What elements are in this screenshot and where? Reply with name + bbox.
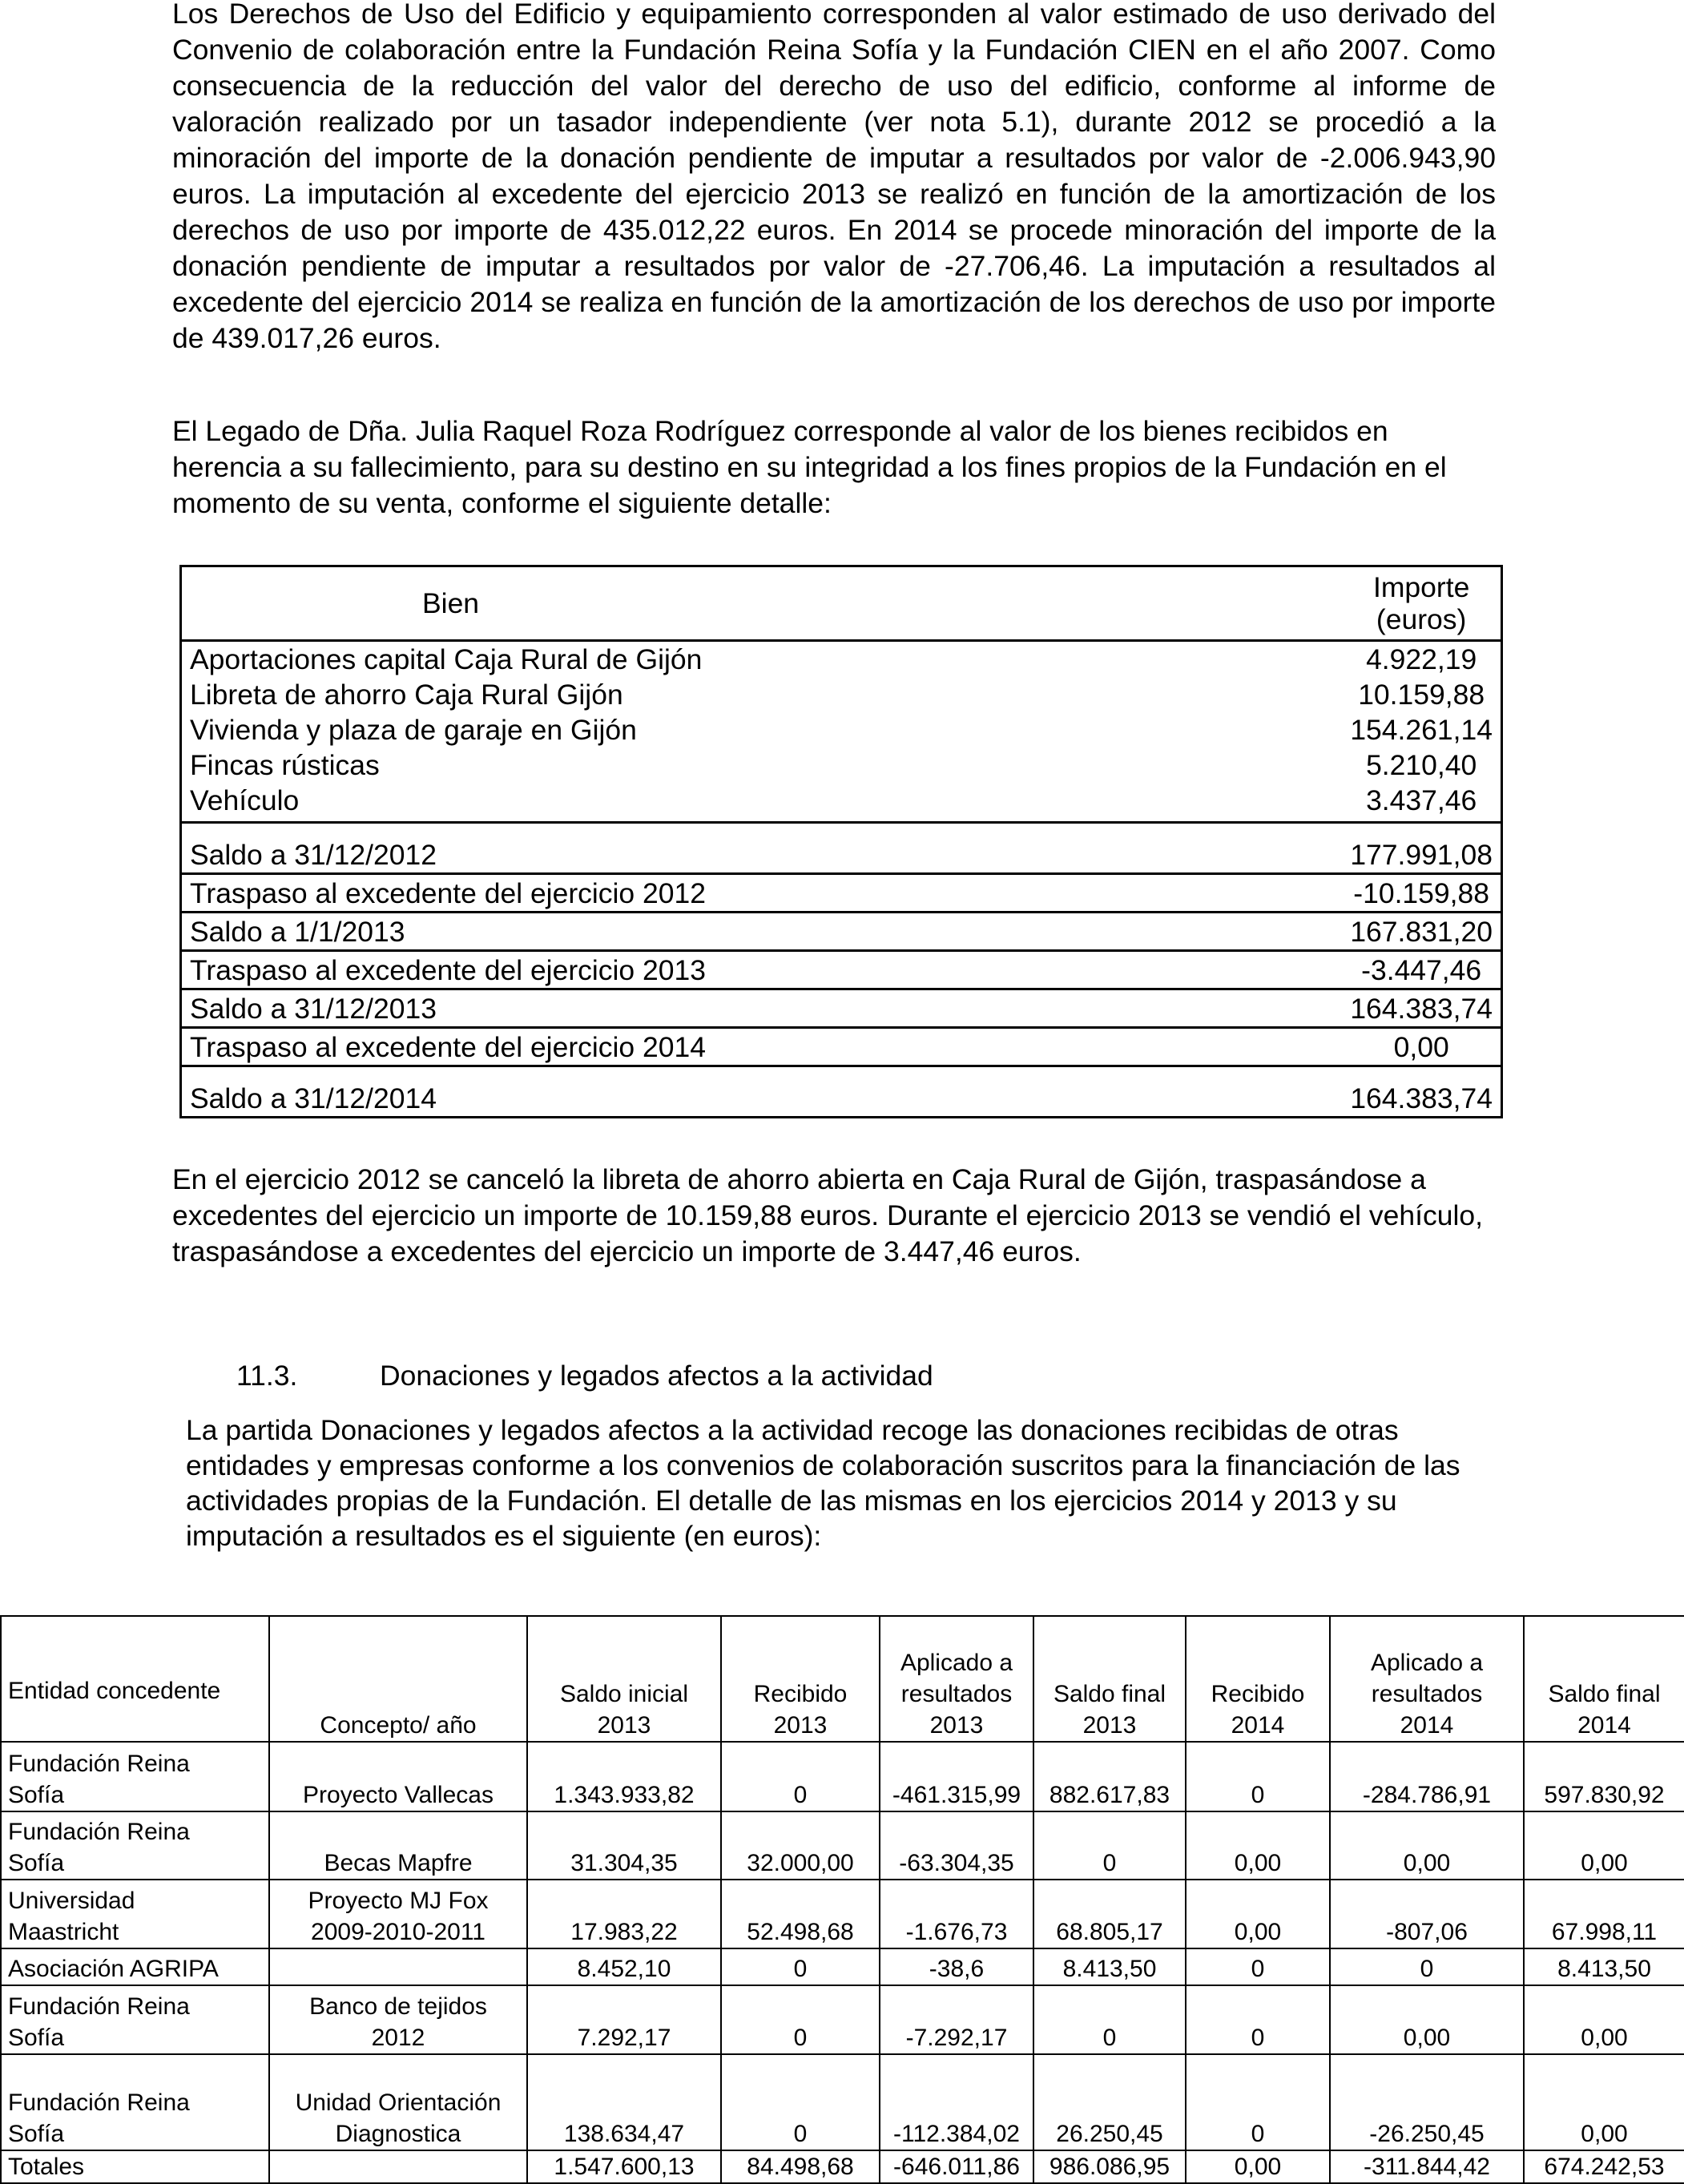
- total-entidad: Totales: [1, 2150, 269, 2183]
- cell-saldo-final-2014: [1524, 1985, 1684, 2054]
- total-recibido-2014: 0,00: [1186, 2150, 1330, 2183]
- paragraph-donaciones: La partida Donaciones y legados afectos a la actividad recoge las donaciones recibidas de otras entidades y empresas conforme a los convenios de colaboración suscritos para la financiación de las actividades propias de la Fundación. El detalle de las mismas en los ejercicios 2014 y 2013 y su imputación a resultados es el siguiente (en euros):: [186, 1414, 1460, 1552]
- legado-movements: [181, 823, 1502, 1118]
- header-line: 2013: [929, 1712, 984, 1739]
- header-line: Concepto/ año: [320, 1712, 477, 1739]
- cell-recibido-2014: [1186, 2054, 1330, 2150]
- cell-line: Sofía: [8, 2025, 65, 2051]
- legado-item-row: [181, 677, 1502, 712]
- cell-saldo-final-2014: [1524, 1880, 1684, 1948]
- cell-recibido-2014: [1186, 1811, 1330, 1880]
- cell-saldo-inicial-2013: [527, 1742, 721, 1811]
- header-line: Recibido: [1211, 1681, 1305, 1707]
- cell-line: -38,6: [929, 1956, 985, 1982]
- legado-importe: 177.991,08: [1342, 823, 1501, 874]
- cell-entidad: [1, 1811, 269, 1880]
- legado-item-row: [181, 747, 1502, 783]
- cell-line: Proyecto MJ Fox: [308, 1888, 489, 1914]
- cell-entidad: [1, 1880, 269, 1948]
- cell-line: 2012: [371, 2025, 425, 2051]
- legado-bien: Libreta de ahorro Caja Rural Gijón: [190, 679, 623, 711]
- legado-importe: 154.261,14: [1350, 714, 1493, 746]
- cell-saldo-inicial-2013: [527, 2054, 721, 2150]
- donaciones-row: [1, 1880, 1684, 1948]
- cell-saldo-final-2014: [1524, 1948, 1684, 1985]
- legado-header-row: [181, 566, 1502, 641]
- cell-saldo-final-2013: [1033, 2054, 1186, 2150]
- cell-line: Sofía: [8, 2121, 65, 2147]
- cell-recibido-2013: [721, 1948, 880, 1985]
- cell-line: 0,00: [1581, 2121, 1628, 2147]
- cell-line: 0,00: [1234, 1850, 1282, 1876]
- cell-entidad: [1, 1742, 269, 1811]
- cell-line: -1.676,73: [905, 1919, 1008, 1945]
- header-recibido-2013: [721, 1616, 880, 1742]
- cell-aplicado-2013: [880, 2054, 1033, 2150]
- legado-importe: -10.159,88: [1342, 874, 1501, 913]
- legado-movement-row: [181, 1066, 1502, 1118]
- legado-importe: 167.831,20: [1342, 913, 1501, 951]
- legado-movement-row: [181, 823, 1502, 874]
- header-line: Aplicado a: [1370, 1650, 1484, 1676]
- legado-movement-row: [181, 913, 1502, 951]
- header-saldo-final-2013: [1033, 1616, 1186, 1742]
- header-line: Recibido: [753, 1681, 848, 1707]
- cell-line: 32.000,00: [747, 1850, 854, 1876]
- paragraph-legado: El Legado de Dña. Julia Raquel Roza Rodríguez corresponde al valor de los bienes recibidos en herencia a su fallecimiento, para su destino en su integridad a los fines propios de la Fundación en el momento de su venta, conforme el siguiente detalle:: [172, 415, 1447, 519]
- header-entidad: [1, 1616, 269, 1742]
- cell-line: Fundación Reina: [8, 1819, 190, 1845]
- cell-aplicado-2014: [1330, 1742, 1524, 1811]
- donaciones-totals-row: [1, 2150, 1684, 2183]
- cell-line: 0: [1102, 1850, 1117, 1876]
- cell-aplicado-2014: [1330, 1948, 1524, 1985]
- donaciones-header-row: [1, 1616, 1684, 1742]
- paragraph-cancelacion: En el ejercicio 2012 se canceló la libreta de ahorro abierta en Caja Rural de Gijón, traspasándose a excedentes del ejercicio un importe de 10.159,88 euros. Durante el ejercicio 2013 se vendió el vehículo, traspasándose a excedentes del ejercicio un importe de 3.447,46 euros.: [172, 1163, 1483, 1267]
- total-aplicado-2014: -311.844,42: [1330, 2150, 1524, 2183]
- legado-bien: Saldo a 31/12/2012: [181, 823, 1343, 874]
- cell-line: Sofía: [8, 1782, 65, 1808]
- cell-line: 138.634,47: [563, 2121, 685, 2147]
- cell-line: 597.830,92: [1544, 1782, 1665, 1808]
- cell-aplicado-2013: [880, 1742, 1033, 1811]
- cell-line: -807,06: [1386, 1919, 1468, 1945]
- cell-line: Diagnostica: [335, 2121, 461, 2147]
- donaciones-row: [1, 1742, 1684, 1811]
- legado-importe: 3.437,46: [1366, 784, 1477, 816]
- cell-line: 8.413,50: [1557, 1956, 1651, 1982]
- cell-aplicado-2013: [880, 1985, 1033, 2054]
- cell-line: Fundación Reina: [8, 1993, 190, 2020]
- total-concepto: [269, 2150, 527, 2183]
- legado-bien: Aportaciones capital Caja Rural de Gijón: [190, 643, 703, 675]
- cell-line: 26.250,45: [1056, 2121, 1163, 2147]
- legado-bien: Traspaso al excedente del ejercicio 2012: [181, 874, 1343, 913]
- cell-recibido-2014: [1186, 1742, 1330, 1811]
- cell-line: 8.452,10: [577, 1956, 671, 1982]
- header-concepto: [269, 1616, 527, 1742]
- donaciones-row: [1, 2054, 1684, 2150]
- legado-bien: Saldo a 31/12/2014: [181, 1066, 1343, 1118]
- cell-line: 0,00: [1403, 2025, 1451, 2051]
- header-bien: Bien: [422, 586, 480, 619]
- cell-line: 17.983,22: [570, 1919, 678, 1945]
- cell-saldo-inicial-2013: [527, 1880, 721, 1948]
- cell-line: Banco de tejidos: [309, 1993, 487, 2020]
- legado-bien: Saldo a 31/12/2013: [181, 989, 1343, 1028]
- header-saldo-inicial-2013: [527, 1616, 721, 1742]
- donaciones-header: [1, 1616, 1684, 1742]
- legado-item-row: [181, 641, 1502, 678]
- cell-aplicado-2013: [880, 1948, 1033, 1985]
- legado-bien: Fincas rústicas: [190, 749, 380, 781]
- legado-importe: 10.159,88: [1358, 679, 1485, 711]
- legado-importe: -3.447,46: [1342, 951, 1501, 989]
- cell-line: 68.805,17: [1056, 1919, 1163, 1945]
- cell-line: 0: [1102, 2025, 1117, 2051]
- cell-line: 0: [793, 2121, 808, 2147]
- header-line: Saldo final: [1548, 1681, 1661, 1707]
- cell-line: -112.384,02: [893, 2121, 1020, 2147]
- cell-line: -63.304,35: [899, 1850, 1014, 1876]
- legado-bien: Traspaso al excedente del ejercicio 2013: [181, 951, 1343, 989]
- header-aplicado-2014: [1330, 1616, 1524, 1742]
- total-saldo-final-2013: 986.086,95: [1033, 2150, 1186, 2183]
- header-line: Entidad concedente: [8, 1678, 221, 1704]
- legado-importe: 4.922,19: [1366, 643, 1477, 675]
- donaciones-row: [1, 1811, 1684, 1880]
- cell-saldo-final-2013: [1033, 1880, 1186, 1948]
- legado-movement-row: [181, 951, 1502, 989]
- cell-line: Maastricht: [8, 1919, 119, 1945]
- cell-line: 0,00: [1234, 1919, 1282, 1945]
- cell-line: Proyecto Vallecas: [303, 1782, 494, 1808]
- donaciones-row: [1, 1948, 1684, 1985]
- total-saldo-inicial-2013: 1.547.600,13: [527, 2150, 721, 2183]
- legado-bien: Vivienda y plaza de garaje en Gijón: [190, 714, 637, 746]
- cell-entidad: [1, 1948, 269, 1985]
- cell-concepto: [269, 1742, 527, 1811]
- legado-movement-row: [181, 1028, 1502, 1066]
- cell-line: -26.250,45: [1369, 2121, 1485, 2147]
- cell-line: 0: [1420, 1956, 1434, 1982]
- cell-concepto: [269, 1985, 527, 2054]
- legado-importe: 164.383,74: [1342, 989, 1501, 1028]
- legado-importe: 5.210,40: [1366, 749, 1477, 781]
- cell-line: 0: [1251, 1782, 1265, 1808]
- legado-item-row: [181, 783, 1502, 823]
- total-aplicado-2013: -646.011,86: [880, 2150, 1033, 2183]
- header-importe-line2: (euros): [1376, 603, 1467, 635]
- cell-line: 0: [793, 2025, 808, 2051]
- cell-recibido-2013: [721, 1880, 880, 1948]
- cell-line: Becas Mapfre: [324, 1850, 473, 1876]
- cell-recibido-2013: [721, 1985, 880, 2054]
- legado-importe: 0,00: [1342, 1028, 1501, 1066]
- cell-line: Asociación AGRIPA: [8, 1956, 219, 1982]
- legado-bien: Saldo a 1/1/2013: [181, 913, 1343, 951]
- header-line: 2014: [1400, 1712, 1454, 1739]
- cell-line: 0,00: [1403, 1850, 1451, 1876]
- header-line: Aplicado a: [900, 1650, 1013, 1676]
- total-recibido-2013: 84.498,68: [721, 2150, 880, 2183]
- donaciones-body: [1, 1742, 1684, 2183]
- cell-line: -284.786,91: [1362, 1782, 1492, 1808]
- cell-line: Fundación Reina: [8, 1751, 190, 1777]
- cell-saldo-inicial-2013: [527, 1985, 721, 2054]
- total-saldo-final-2014: 674.242,53: [1524, 2150, 1684, 2183]
- cell-line: 31.304,35: [570, 1850, 678, 1876]
- cell-line: 67.998,11: [1551, 1919, 1658, 1945]
- cell-aplicado-2014: [1330, 1880, 1524, 1948]
- donaciones-table: [0, 1615, 1684, 2184]
- cell-line: 1.343.933,82: [554, 1782, 695, 1808]
- section-number: 11.3.: [236, 1360, 298, 1392]
- cell-concepto: [269, 1811, 527, 1880]
- cell-line: 0: [1251, 1956, 1265, 1982]
- cell-line: 0,00: [1581, 1850, 1628, 1876]
- header-line: resultados: [900, 1681, 1013, 1707]
- header-recibido-2014: [1186, 1616, 1330, 1742]
- cell-aplicado-2013: [880, 1880, 1033, 1948]
- cell-saldo-final-2013: [1033, 1811, 1186, 1880]
- header-line: 2013: [773, 1712, 828, 1739]
- cell-aplicado-2013: [880, 1811, 1033, 1880]
- cell-recibido-2014: [1186, 1948, 1330, 1985]
- cell-recibido-2013: [721, 1742, 880, 1811]
- cell-line: 0: [793, 1782, 808, 1808]
- cell-recibido-2013: [721, 1811, 880, 1880]
- cell-recibido-2014: [1186, 1880, 1330, 1948]
- cell-line: 2009-2010-2011: [311, 1919, 485, 1945]
- cell-line: -7.292,17: [905, 2025, 1008, 2051]
- legado-bien: Vehículo: [190, 784, 300, 816]
- cell-line: 52.498,68: [747, 1919, 854, 1945]
- cell-aplicado-2014: [1330, 1985, 1524, 2054]
- header-line: Saldo inicial: [559, 1681, 689, 1707]
- cell-entidad: [1, 2054, 269, 2150]
- cell-concepto: [269, 1880, 527, 1948]
- cell-concepto: [269, 2054, 527, 2150]
- cell-line: 0: [793, 1956, 808, 1982]
- cell-line: Unidad Orientación: [295, 2089, 502, 2116]
- header-saldo-final-2014: [1524, 1616, 1684, 1742]
- header-aplicado-2013: [880, 1616, 1033, 1742]
- cell-line: Fundación Reina: [8, 2089, 190, 2116]
- legado-item-row: [181, 712, 1502, 747]
- cell-line: 882.617,83: [1049, 1782, 1170, 1808]
- cell-saldo-final-2013: [1033, 1985, 1186, 2054]
- cell-saldo-inicial-2013: [527, 1948, 721, 1985]
- cell-line: 7.292,17: [577, 2025, 671, 2051]
- cell-recibido-2013: [721, 2054, 880, 2150]
- cell-line: Universidad: [8, 1888, 135, 1914]
- cell-recibido-2014: [1186, 1985, 1330, 2054]
- cell-saldo-final-2014: [1524, 1811, 1684, 1880]
- header-line: Saldo final: [1053, 1681, 1166, 1707]
- cell-aplicado-2014: [1330, 1811, 1524, 1880]
- cell-line: Sofía: [8, 1850, 65, 1876]
- legado-movement-row: [181, 989, 1502, 1028]
- cell-line: -461.315,99: [892, 1782, 1021, 1808]
- cell-line: 8.413,50: [1062, 1956, 1157, 1982]
- cell-saldo-inicial-2013: [527, 1811, 721, 1880]
- cell-saldo-final-2014: [1524, 1742, 1684, 1811]
- cell-saldo-final-2013: [1033, 1948, 1186, 1985]
- cell-concepto: [269, 1948, 527, 1985]
- cell-line: 0: [1251, 2025, 1265, 2051]
- header-importe-line1: Importe: [1372, 571, 1470, 603]
- legado-movement-row: [181, 874, 1502, 913]
- cell-saldo-final-2013: [1033, 1742, 1186, 1811]
- header-line: 2014: [1231, 1712, 1285, 1739]
- legado-items: [181, 641, 1502, 823]
- header-line: resultados: [1371, 1681, 1483, 1707]
- cell-saldo-final-2014: [1524, 2054, 1684, 2150]
- cell-line: 0: [1251, 2121, 1265, 2147]
- donaciones-row: [1, 1985, 1684, 2054]
- header-importe: [1342, 566, 1501, 641]
- legado-bien: Traspaso al excedente del ejercicio 2014: [181, 1028, 1343, 1066]
- cell-aplicado-2014: [1330, 2054, 1524, 2150]
- header-line: 2013: [1082, 1712, 1137, 1739]
- paragraph-derechos-uso: Los Derechos de Uso del Edificio y equipamiento corresponden al valor estimado de uso derivado del Convenio de colaboración entre la Fundación Reina Sofía y la Fundación CIEN en el año 2007. Como consecuencia de la reducción del valor del derecho de uso del edificio, conforme al informe de valoración realizado por un tasador independiente (ver nota 5.1), durante 2012 se procedió a la minoración del importe de la donación pendiente de imputar a resultados por valor de -2.006.943,90 euros. La imputación al excedente del ejercicio 2013 se realizó en función de la amortización de los derechos de uso por importe de 435.012,22 euros. En 2014 se procede minoración del importe de la donación pendiente de imputar a resultados por valor de -27.706,46. La imputación a resultados al excedente del ejercicio 2014 se realiza en función de la amortización de los derechos de uso por importe de 439.017,26 euros.: [172, 0, 1496, 354]
- header-line: 2013: [597, 1712, 651, 1739]
- cell-entidad: [1, 1985, 269, 2054]
- section-title: Donaciones y legados afectos a la actividad: [380, 1360, 933, 1392]
- legado-table: [179, 565, 1503, 1118]
- legado-importe: 164.383,74: [1342, 1066, 1501, 1118]
- cell-line: 0,00: [1581, 2025, 1628, 2051]
- header-line: 2014: [1577, 1712, 1631, 1739]
